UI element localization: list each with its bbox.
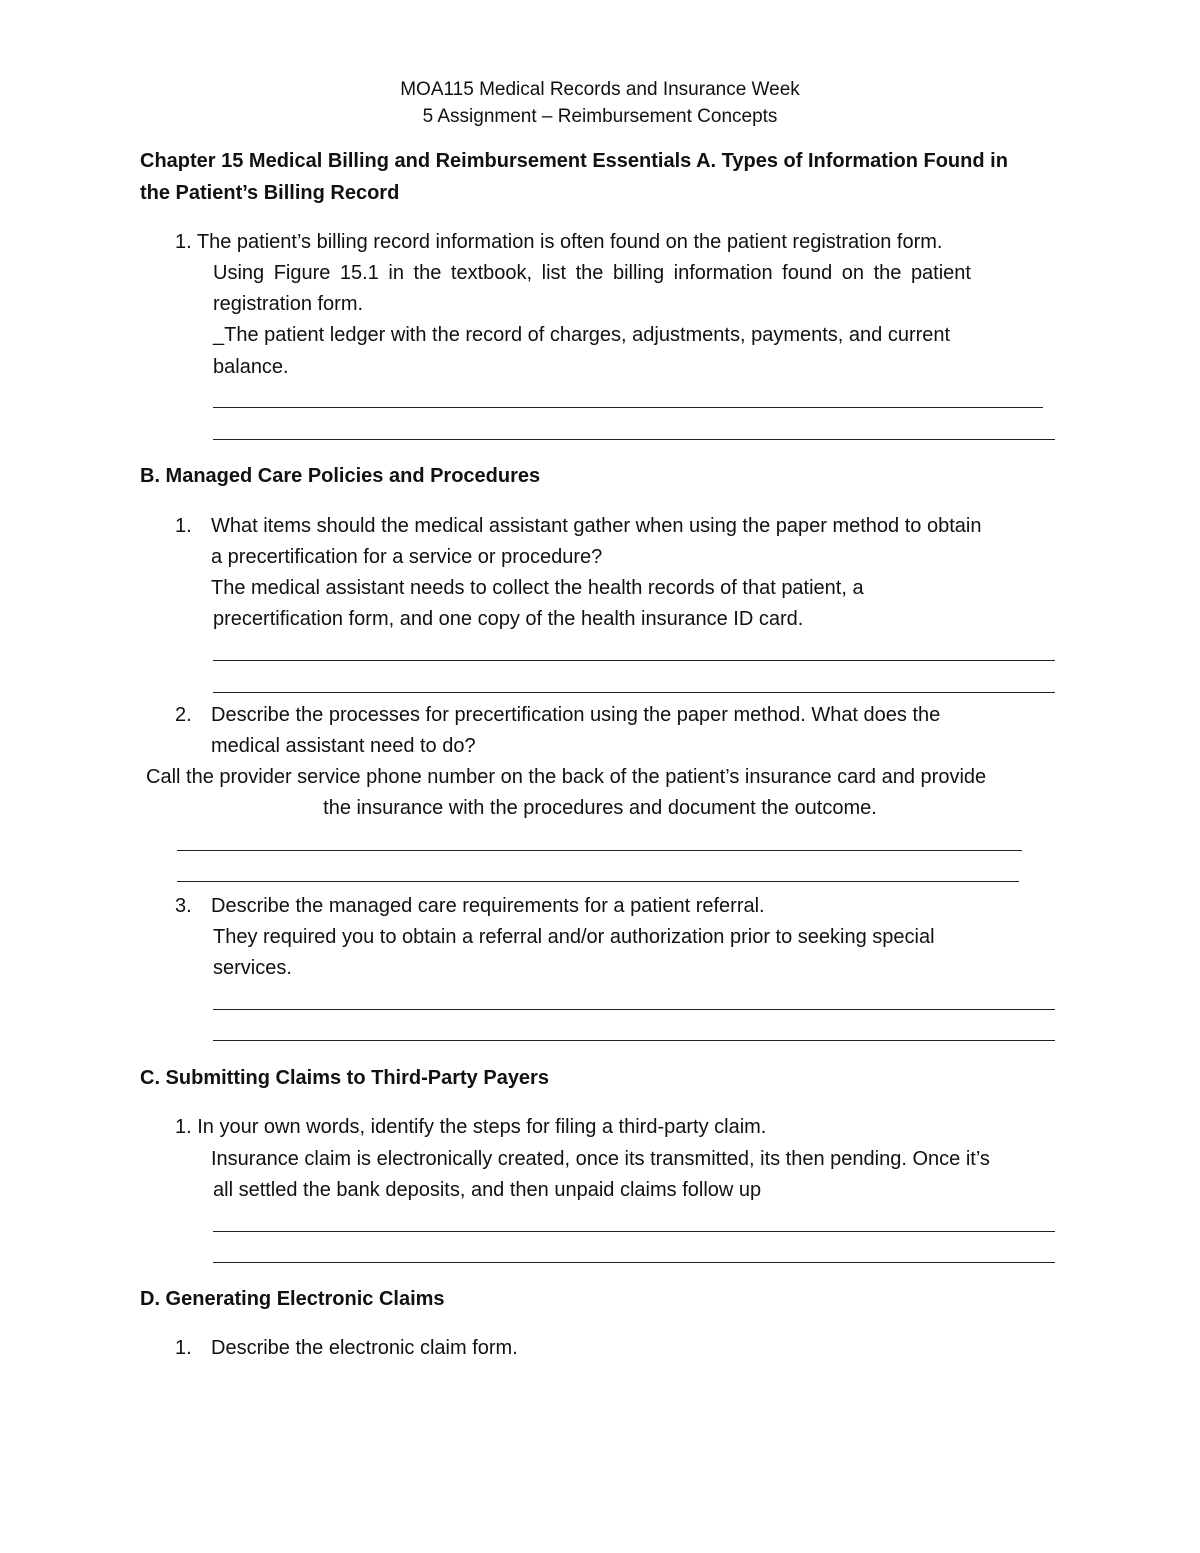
sectionB-q2-line-2: medical assistant need to do? bbox=[211, 735, 476, 757]
sectionA-q1-line-3: registration form. bbox=[213, 293, 364, 315]
sectionC-q1-answer-line-2: all settled the bank deposits, and then unpaid claims follow up bbox=[213, 1179, 762, 1201]
sectionB-q3-line-1: Describe the managed care requirements for a patient referral. bbox=[211, 895, 765, 917]
sectionB-q2-number: 2. bbox=[175, 704, 192, 726]
sectionA-q1-answer-line-2: balance. bbox=[213, 356, 289, 378]
sectionC-q1-answer-line-1: Insurance claim is electronically created, once its transmitted, its then pending. Once it’s bbox=[211, 1148, 990, 1170]
answer-rule bbox=[177, 881, 1019, 882]
sectionB-q1-number: 1. bbox=[175, 515, 192, 537]
answer-rule bbox=[213, 692, 1055, 693]
sectionD-q1-line-1: Describe the electronic claim form. bbox=[211, 1337, 518, 1359]
sectionB-q1-answer-line-1: The medical assistant needs to collect the health records of that patient, a bbox=[211, 577, 864, 599]
sectionB-q3-number: 3. bbox=[175, 895, 192, 917]
answer-rule bbox=[177, 850, 1022, 851]
sectionD-q1-number: 1. bbox=[175, 1337, 192, 1359]
sectionA-q1-answer-line-1: _The patient ledger with the record of charges, adjustments, payments, and current bbox=[213, 324, 951, 346]
answer-rule bbox=[213, 1040, 1055, 1041]
sectionB-q1-line-2: a precertification for a service or procedure? bbox=[211, 546, 603, 568]
answer-rule bbox=[213, 439, 1055, 440]
answer-rule bbox=[213, 407, 1043, 408]
sectionB-q3-answer-line-2: services. bbox=[213, 957, 292, 979]
header-line-1: MOA115 Medical Records and Insurance Week bbox=[400, 79, 800, 100]
sectionB-q1-line-1: What items should the medical assistant gather when using the paper method to obtain bbox=[211, 515, 982, 537]
answer-rule bbox=[213, 1231, 1055, 1232]
sectionB-q2-answer-line-1: Call the provider service phone number on the back of the patient’s insurance card and provide bbox=[146, 766, 987, 788]
sectionB-q1-answer-line-2: precertification form, and one copy of the health insurance ID card. bbox=[213, 608, 804, 630]
sectionC-heading: C. Submitting Claims to Third-Party Payers bbox=[140, 1067, 549, 1089]
sectionB-q3-answer-line-1: They required you to obtain a referral and/or authorization prior to seeking special bbox=[213, 926, 935, 948]
chapter-heading-line-1: Chapter 15 Medical Billing and Reimbursement Essentials A. Types of Information Found in bbox=[140, 150, 1008, 172]
sectionD-heading: D. Generating Electronic Claims bbox=[140, 1288, 445, 1310]
answer-rule bbox=[213, 1009, 1055, 1010]
sectionA-q1-line-2: Using Figure 15.1 in the textbook, list the billing information found on the patient bbox=[213, 262, 971, 284]
sectionB-heading: B. Managed Care Policies and Procedures bbox=[140, 465, 541, 487]
sectionA-q1-line-1: 1. The patient’s billing record information is often found on the patient registration form. bbox=[175, 231, 943, 253]
header-line-2: 5 Assignment – Reimbursement Concepts bbox=[422, 106, 778, 127]
chapter-heading-line-2: the Patient’s Billing Record bbox=[140, 182, 400, 204]
answer-rule bbox=[213, 1262, 1055, 1263]
answer-rule bbox=[213, 660, 1055, 661]
sectionB-q2-answer-line-2: the insurance with the procedures and document the outcome. bbox=[323, 797, 877, 819]
sectionC-q1-line-1: 1. In your own words, identify the steps for filing a third-party claim. bbox=[175, 1116, 767, 1138]
sectionB-q2-line-1: Describe the processes for precertification using the paper method. What does the bbox=[211, 704, 941, 726]
